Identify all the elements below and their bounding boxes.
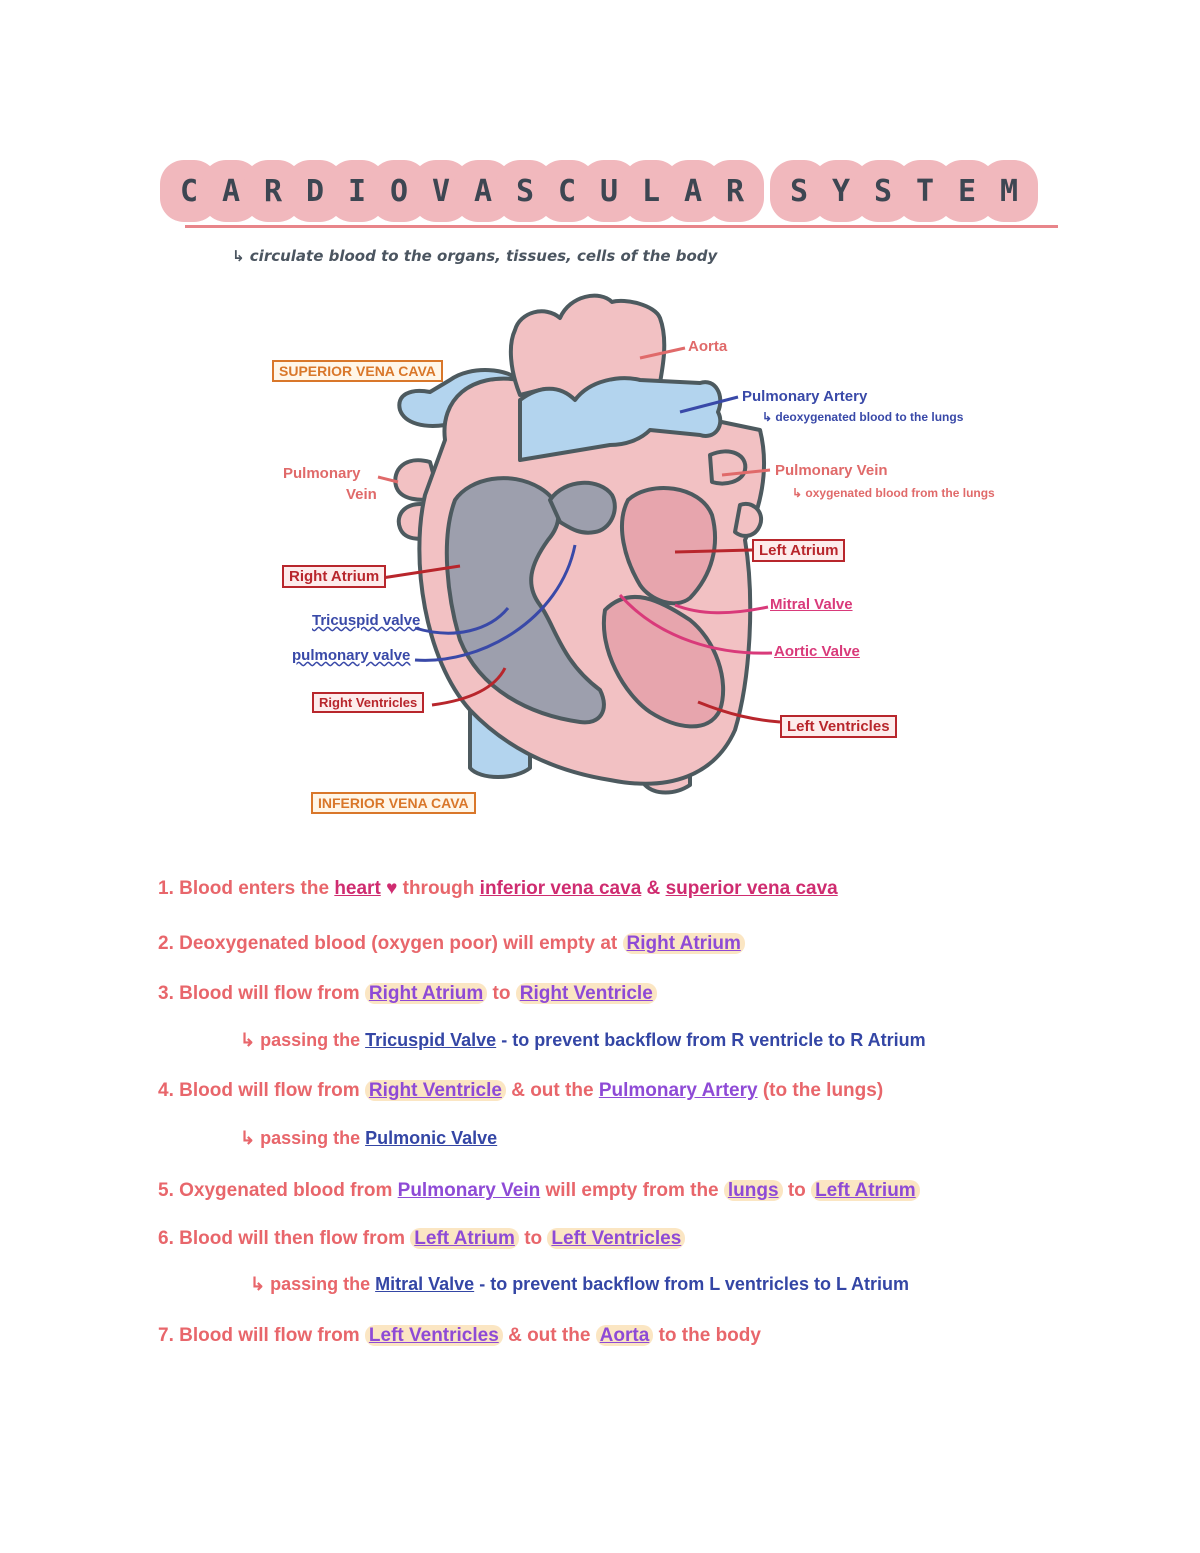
- title-letter-text: U: [599, 174, 619, 209]
- step-5-left-atrium: Left Atrium: [811, 1180, 920, 1201]
- label-pulmonary-artery-note: ↳ deoxygenated blood to the lungs: [762, 410, 964, 424]
- title-letter-text: V: [431, 174, 451, 209]
- label-pulmonary-vein-right: Pulmonary Vein: [775, 462, 888, 479]
- title-letter-text: R: [263, 174, 283, 209]
- step-7-text-c: to the body: [658, 1325, 761, 1346]
- step-3-right-atrium: Right Atrium: [365, 983, 487, 1004]
- step-7-text-a: 7. Blood will flow from: [158, 1325, 360, 1346]
- step-6: [158, 1228, 685, 1250]
- step-6-left-atrium: Left Atrium: [410, 1228, 519, 1249]
- title-letter-text: M: [999, 174, 1019, 209]
- step-7-aorta: Aorta: [596, 1325, 654, 1346]
- step-1-text-a: 1. Blood enters the: [158, 878, 330, 899]
- step-2-text-a: 2. Deoxygenated blood (oxygen poor) will empty at: [158, 933, 618, 954]
- step-4-sub-text-a: ↳ passing the: [240, 1128, 361, 1148]
- step-5-text-b: will empty from the: [545, 1180, 719, 1201]
- step-2-right-atrium: Right Atrium: [623, 933, 745, 954]
- subtitle: ↳ circulate blood to the organs, tissues, cells of the body: [232, 247, 718, 265]
- title-letter-text: A: [683, 174, 703, 209]
- step-4-sub-valve: Pulmonic Valve: [365, 1128, 498, 1148]
- label-tricuspid-valve: Tricuspid valve: [312, 612, 421, 629]
- step-3: [158, 983, 657, 1005]
- title-letter-text: C: [557, 174, 577, 209]
- step-2: [158, 933, 745, 955]
- step-6-text-a: 6. Blood will then flow from: [158, 1228, 405, 1249]
- step-4-text-b: & out the: [511, 1080, 594, 1101]
- label-left-atrium: Left Atrium: [752, 539, 845, 562]
- title-letter-text: S: [515, 174, 535, 209]
- step-1-superior-vena-cava: superior vena cava: [665, 878, 838, 899]
- label-pulmonary-vein-right-note: ↳ oxygenated blood from the lungs: [792, 486, 995, 500]
- step-1: [158, 878, 838, 900]
- step-1-inferior-vena-cava: inferior vena cava: [479, 878, 642, 899]
- title-letter-text: R: [725, 174, 745, 209]
- step-4-right-ventricle: Right Ventricle: [365, 1080, 506, 1101]
- step-1-heart: heart: [334, 878, 381, 899]
- title-letter-text: S: [789, 174, 809, 209]
- title-letter-text: C: [179, 174, 199, 209]
- step-4-text-c: (to the lungs): [762, 1080, 884, 1101]
- title-letter-text: L: [641, 174, 661, 209]
- step-3-to: to: [492, 983, 511, 1004]
- title-letter-text: D: [305, 174, 325, 209]
- title-letter-text: E: [957, 174, 977, 209]
- label-mitral-valve: Mitral Valve: [770, 596, 853, 613]
- title-letter-text: Y: [831, 174, 851, 209]
- step-6-left-ventricles: Left Ventricles: [547, 1228, 685, 1249]
- label-pulmonary-vein-left-line2: Vein: [346, 486, 377, 503]
- label-superior-vena-cava: SUPERIOR VENA CAVA: [272, 360, 443, 382]
- step-3-sub-valve: Tricuspid Valve: [365, 1030, 497, 1050]
- title-letter-text: A: [221, 174, 241, 209]
- step-7: [158, 1325, 761, 1347]
- pulmonary-vein-right-shape-2: [735, 504, 761, 536]
- step-3-text-a: 3. Blood will flow from: [158, 983, 360, 1004]
- step-6-sub: [250, 1274, 909, 1295]
- step-3-sub-text-a: ↳ passing the: [240, 1030, 361, 1050]
- step-7-left-ventricles: Left Ventricles: [365, 1325, 503, 1346]
- step-4-text-a: 4. Blood will flow from: [158, 1080, 360, 1101]
- title-letter-text: O: [389, 174, 409, 209]
- label-pulmonary-vein-left-line1: Pulmonary: [283, 465, 361, 482]
- title-letter-text: A: [473, 174, 493, 209]
- label-pulmonary-valve: pulmonary valve: [292, 647, 411, 664]
- label-pulmonary-artery: Pulmonary Artery: [742, 388, 868, 405]
- left-atrium-leader: [675, 550, 752, 552]
- label-left-ventricles: Left Ventricles: [780, 715, 897, 738]
- step-3-right-ventricle: Right Ventricle: [516, 983, 657, 1004]
- step-6-sub-valve: Mitral Valve: [375, 1274, 475, 1294]
- pulmonary-vein-right-shape: [710, 451, 745, 483]
- step-5-lungs: lungs: [724, 1180, 783, 1201]
- step-1-text-b: through: [402, 878, 475, 899]
- label-right-ventricles: Right Ventricles: [312, 692, 424, 713]
- title-letter-text: S: [873, 174, 893, 209]
- step-5-to: to: [787, 1180, 806, 1201]
- step-6-to: to: [524, 1228, 543, 1249]
- title-letter-text: I: [347, 174, 367, 209]
- label-inferior-vena-cava: INFERIOR VENA CAVA: [311, 792, 476, 814]
- label-aorta: Aorta: [688, 338, 728, 355]
- step-4-sub: [240, 1128, 497, 1149]
- step-5-pulmonary-vein: Pulmonary Vein: [397, 1180, 541, 1201]
- step-3-sub-text-b: - to prevent backflow from R ventricle to R Atrium: [501, 1030, 926, 1050]
- step-4-pulmonary-artery: Pulmonary Artery: [598, 1080, 758, 1101]
- step-3-sub: [240, 1030, 926, 1051]
- step-4: [158, 1080, 883, 1102]
- title-letter-text: T: [915, 174, 935, 209]
- heart-icon: ♥: [386, 878, 398, 899]
- step-1-ampersand: &: [646, 878, 661, 899]
- step-5: [158, 1180, 920, 1202]
- label-aortic-valve: Aortic Valve: [774, 643, 860, 660]
- step-7-text-b: & out the: [508, 1325, 591, 1346]
- step-5-text-a: 5. Oxygenated blood from: [158, 1180, 393, 1201]
- step-6-sub-text-b: - to prevent backflow from L ventricles to L Atrium: [479, 1274, 909, 1294]
- label-right-atrium: Right Atrium: [282, 565, 386, 588]
- step-6-sub-text-a: ↳ passing the: [250, 1274, 371, 1294]
